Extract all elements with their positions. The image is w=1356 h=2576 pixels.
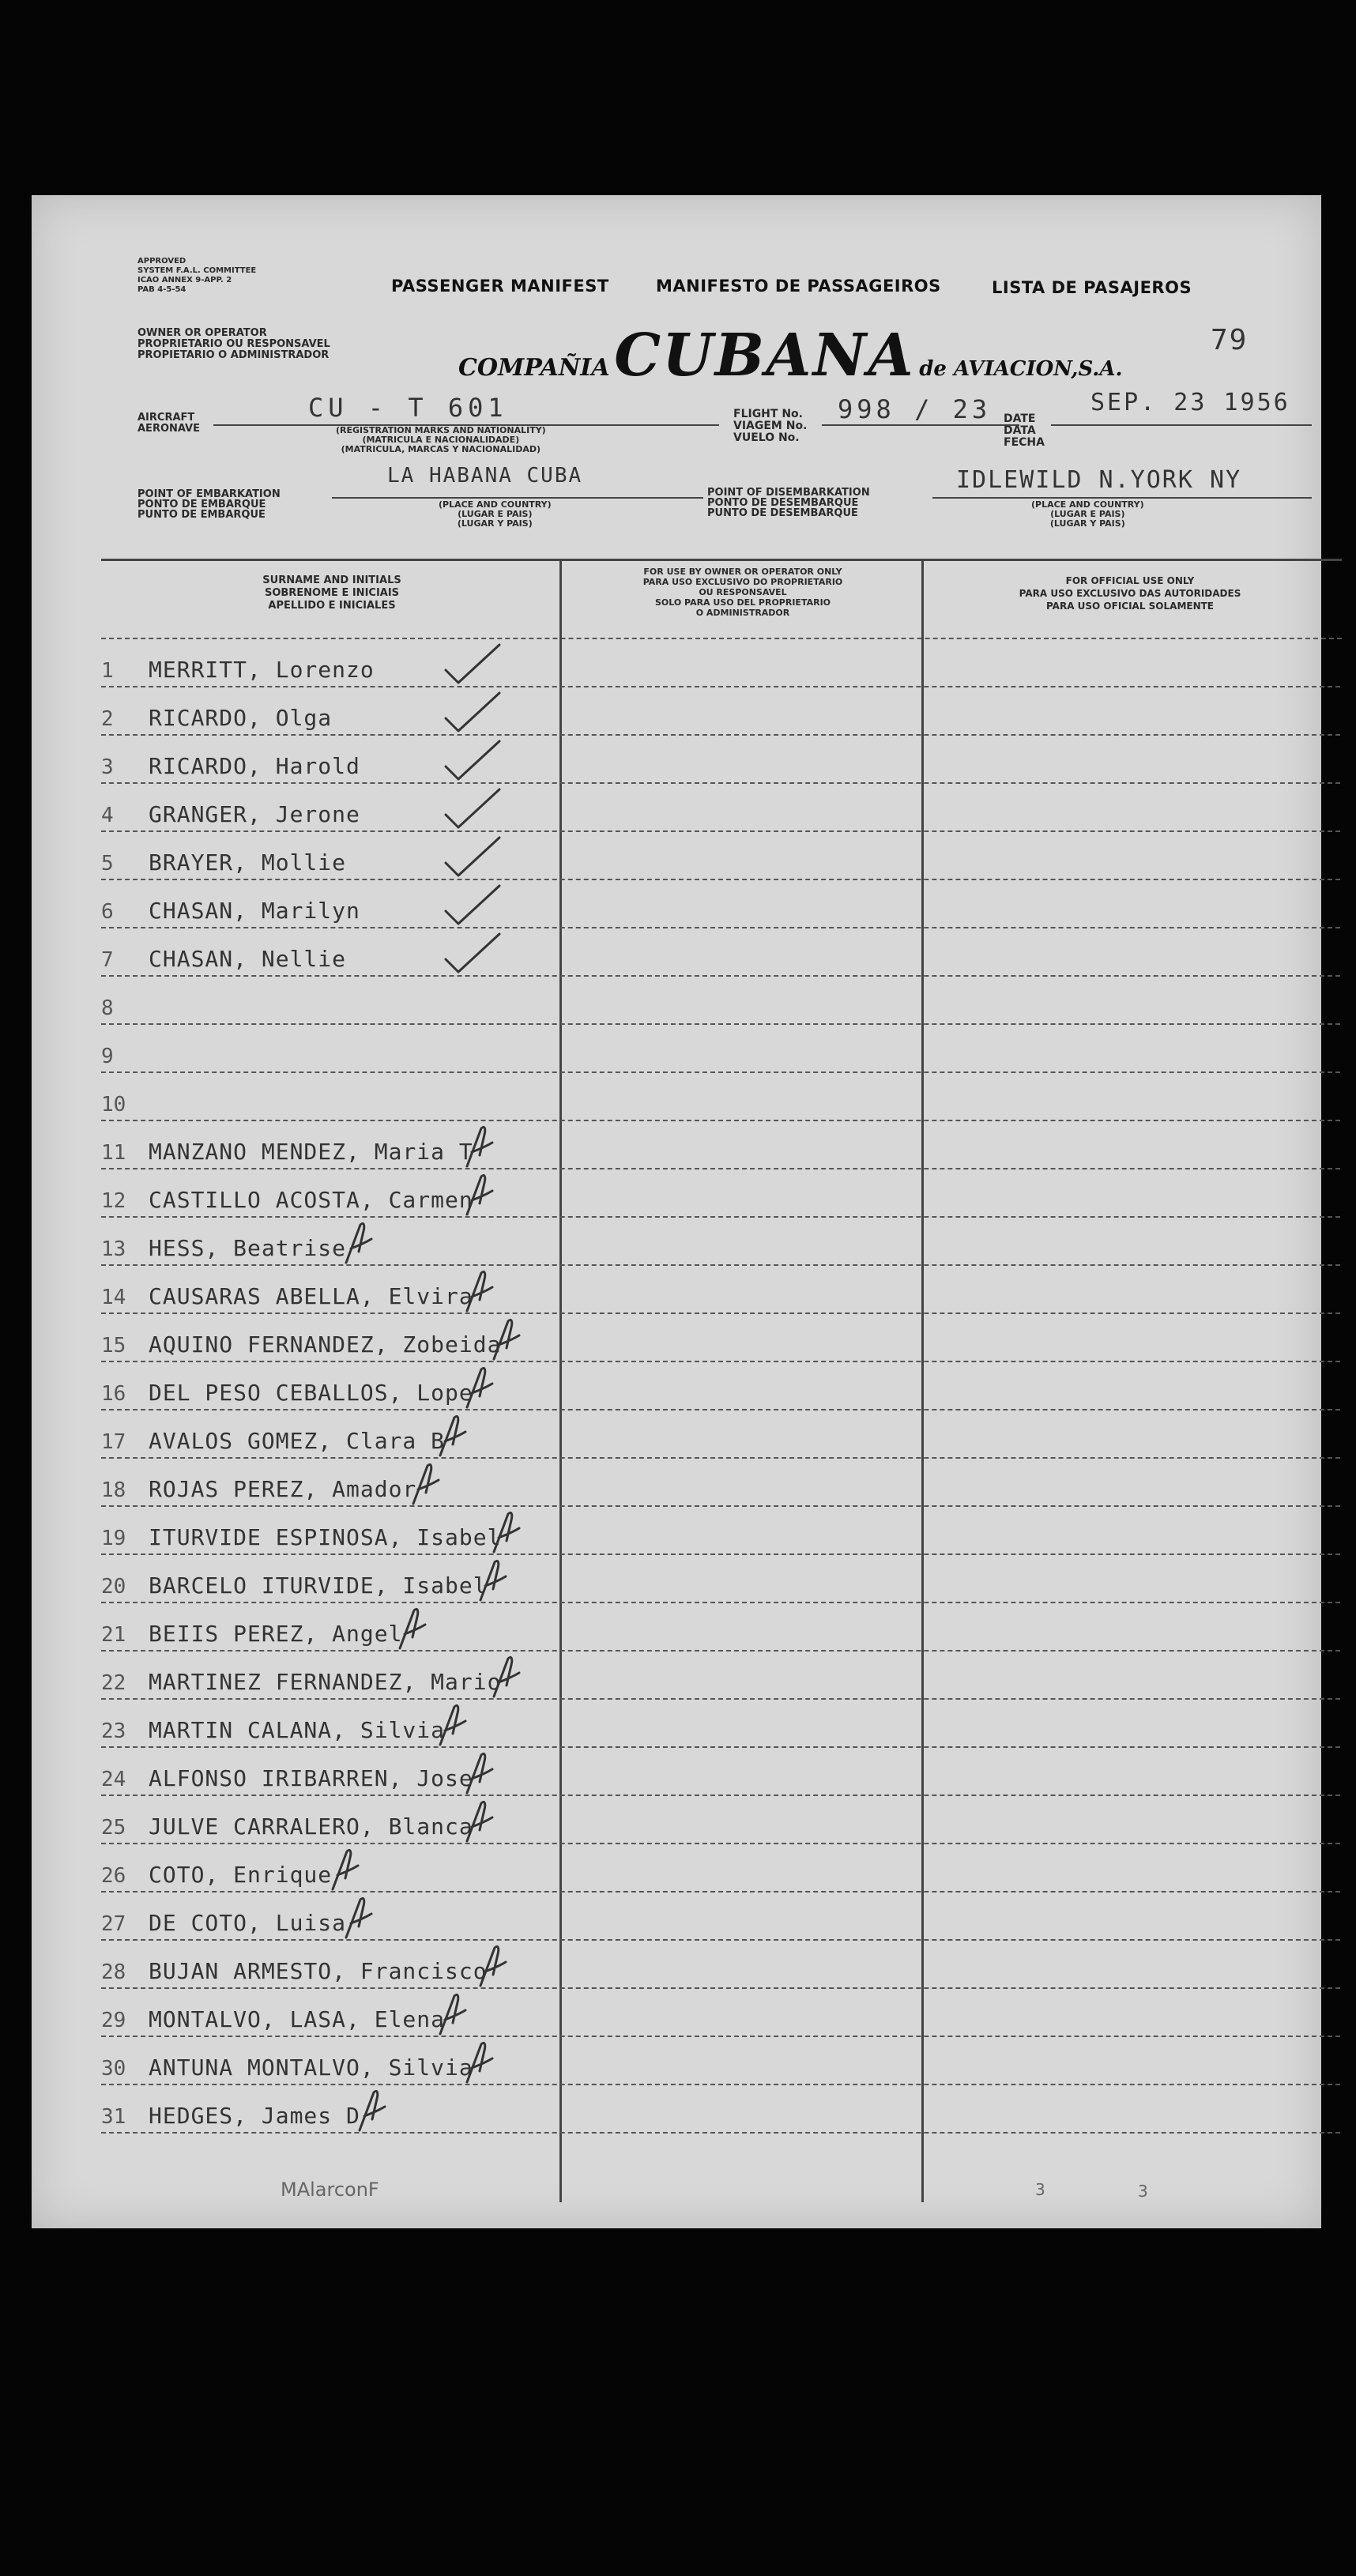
row-number: 4 — [101, 804, 114, 827]
approval-line: APPROVED — [137, 257, 186, 266]
approval-line: ICAO ANNEX 9-APP. 2 — [137, 276, 232, 284]
handwritten-a-mark — [431, 1413, 494, 1459]
passenger-name: RICARDO, Olga — [149, 705, 333, 731]
passenger-name: GRANGER, Jerone — [149, 801, 360, 827]
column-header-line: PARA USO EXCLUSIVO DO PROPRIETARIO — [642, 577, 843, 587]
title-es: LISTA DE PASAJEROS — [992, 278, 1192, 297]
handwritten-a-mark — [350, 2088, 413, 2133]
row-number: 1 — [101, 659, 114, 683]
table-row — [101, 1362, 1340, 1410]
aircraft-label-line: AIRCRAFT — [137, 412, 195, 424]
table-row — [101, 1941, 1340, 1989]
embarkation-label-line: PUNTO DE EMBARQUE — [137, 509, 266, 521]
company-name — [458, 322, 1123, 390]
row-number: 25 — [101, 1816, 126, 1840]
table-row — [101, 1603, 1340, 1651]
table-row — [101, 1121, 1340, 1169]
table-row — [101, 1844, 1340, 1892]
row-number: 19 — [101, 1527, 126, 1550]
embarkation-label-line: PONTO DE EMBARQUE — [137, 499, 266, 510]
column-header-names — [166, 574, 498, 612]
passenger-name: ITURVIDE ESPINOSA, Isabel — [149, 1524, 502, 1550]
row-number: 21 — [101, 1623, 126, 1647]
checkmark-icon — [441, 834, 504, 880]
date-label-line: DATA — [1004, 424, 1036, 437]
date-label-line: DATE — [1004, 412, 1036, 425]
passenger-name: MERRITT, Lorenzo — [149, 657, 375, 683]
checkmark-icon — [441, 883, 504, 928]
checkmark-icon — [441, 786, 504, 832]
row-number: 29 — [101, 2009, 126, 2032]
column-header-line: APELLIDO E INICIALES — [268, 600, 396, 612]
passenger-name: AQUINO FERNANDEZ, Zobeida — [149, 1331, 502, 1358]
table-row — [101, 1314, 1340, 1362]
disembarkation-underline — [932, 497, 1312, 499]
embarkation-sub-label-line: (PLACE AND COUNTRY) — [439, 499, 552, 510]
passenger-name: MONTALVO, LASA, Elena — [149, 2006, 446, 2032]
table-row — [101, 1700, 1340, 1748]
passenger-name: CASTILLO ACOSTA, Carmen — [149, 1187, 473, 1213]
column-header-line: FOR USE BY OWNER OR OPERATOR ONLY — [643, 567, 842, 577]
table-row — [101, 2085, 1340, 2133]
row-number: 28 — [101, 1960, 126, 1984]
table-row — [101, 1507, 1340, 1555]
passenger-name: CAUSARAS ABELLA, Elvira — [149, 1283, 473, 1309]
table-row — [101, 880, 1340, 928]
handwritten-a-mark — [337, 1220, 400, 1266]
approval-line: PAB 4-5-54 — [137, 285, 186, 294]
row-number: 7 — [101, 948, 114, 972]
column-header-line: PARA USO OFICIAL SOLAMENTE — [1045, 601, 1215, 612]
handwritten-a-mark — [431, 1702, 494, 1748]
table-row — [101, 1073, 1340, 1121]
passenger-name: ROJAS PEREZ, Amador — [149, 1476, 417, 1502]
table-row — [101, 1555, 1340, 1603]
flight-value: 998 / 23 — [838, 394, 992, 424]
row-number: 22 — [101, 1671, 126, 1695]
date-value: SEP. 23 1956 — [1090, 389, 1290, 416]
row-number: 27 — [101, 1912, 126, 1936]
owner-label — [137, 328, 330, 361]
row-number: 20 — [101, 1575, 126, 1599]
checkmark-icon — [441, 690, 504, 736]
handwritten-a-mark — [458, 1798, 521, 1844]
disembarkation-sub-label-line: (PLACE AND COUNTRY) — [1031, 499, 1144, 510]
row-number: 13 — [101, 1237, 126, 1261]
table-row — [101, 687, 1340, 736]
row-number: 15 — [101, 1334, 126, 1358]
company-main: CUBANA — [614, 322, 915, 390]
row-number: 16 — [101, 1382, 126, 1406]
company-suffix: de AVIACION,S.A. — [919, 357, 1123, 381]
handwritten-a-mark — [337, 1895, 400, 1941]
handwritten-a-mark — [458, 1750, 521, 1796]
table-row — [101, 1025, 1340, 1073]
row-number: 10 — [101, 1093, 126, 1117]
embarkation-sub-label-line: (LUGAR Y PAIS) — [457, 518, 533, 529]
passenger-name: ALFONSO IRIBARREN, Jose — [149, 1765, 473, 1791]
handwritten-a-mark — [404, 1461, 467, 1507]
passenger-name: RICARDO, Harold — [149, 753, 360, 779]
row-number: 31 — [101, 2105, 126, 2129]
flight-label-line: VIAGEM No. — [733, 420, 808, 432]
handwritten-a-mark — [458, 1365, 521, 1410]
column-header-line: SOLO PARA USO DEL PROPRIETARIO — [654, 597, 831, 608]
flight-label — [733, 409, 807, 444]
table-row — [101, 1989, 1340, 2037]
column-header-line: OU RESPONSAVEL — [699, 587, 787, 597]
disembarkation-label-line: POINT OF DISEMBARKATION — [707, 487, 870, 499]
footer-total: 3 — [1035, 2180, 1045, 2199]
approval-block — [137, 257, 256, 295]
handwritten-a-mark — [484, 1316, 548, 1362]
row-number: 24 — [101, 1768, 126, 1791]
disembarkation-value: IDLEWILD N.YORK NY — [956, 466, 1242, 494]
table-row — [101, 977, 1340, 1025]
manifest-sheet — [32, 195, 1321, 2228]
signature: MAlarconF — [281, 2179, 379, 2201]
table-top-rule — [101, 559, 1342, 561]
aircraft-value: CU - T 601 — [308, 393, 508, 423]
flight-underline — [822, 424, 1019, 426]
disembarkation-sub-label-line: (LUGAR Y PAIS) — [1049, 518, 1125, 529]
table-row — [101, 832, 1340, 880]
handwritten-a-mark — [390, 1606, 454, 1651]
passenger-name: BUJAN ARMESTO, Francisco — [149, 1958, 488, 1984]
table-row — [101, 1218, 1340, 1266]
table-row — [101, 784, 1340, 832]
title-en: PASSENGER MANIFEST — [391, 277, 609, 296]
company-prefix: COMPAÑIA — [458, 354, 610, 382]
row-number: 8 — [101, 996, 114, 1020]
handwritten-a-mark — [458, 1124, 521, 1169]
passenger-name: BEIIS PEREZ, Angel — [149, 1621, 403, 1647]
row-number: 14 — [101, 1286, 126, 1309]
table-row — [101, 928, 1340, 977]
aircraft-sub-label-line: (REGISTRATION MARKS AND NATIONALITY) — [336, 425, 546, 435]
flight-label-line: VUELO No. — [733, 431, 800, 444]
embarkation-label-line: POINT OF EMBARKATION — [137, 488, 281, 500]
passenger-name: ANTUNA MONTALVO, Silvia — [149, 2054, 473, 2081]
passenger-name: DE COTO, Luisa — [149, 1910, 347, 1936]
passenger-name: CHASAN, Marilyn — [149, 898, 360, 924]
column-header-line: PARA USO EXCLUSIVO DAS AUTORIDADES — [1019, 588, 1241, 599]
passenger-name: COTO, Enrique — [149, 1862, 333, 1888]
row-number: 3 — [101, 755, 114, 779]
aircraft-sub-label — [336, 426, 546, 454]
aircraft-label-line: AERONAVE — [137, 423, 201, 435]
row-number: 6 — [101, 900, 114, 924]
row-number: 17 — [101, 1430, 126, 1454]
row-number: 30 — [101, 2057, 126, 2081]
handwritten-a-mark — [471, 1557, 534, 1603]
handwritten-a-mark — [323, 1847, 386, 1892]
passenger-name: MARTIN CALANA, Silvia — [149, 1717, 446, 1743]
date-label — [1004, 413, 1045, 449]
title-pt: MANIFESTO DE PASSAGEIROS — [656, 277, 941, 296]
column-header-official — [928, 574, 1332, 612]
handwritten-a-mark — [458, 1172, 521, 1218]
passenger-name: BARCELO ITURVIDE, Isabel — [149, 1572, 488, 1599]
embarkation-value: LA HABANA CUBA — [387, 464, 583, 488]
column-header-line: SURNAME AND INITIALS — [262, 574, 401, 586]
table-row — [101, 1169, 1340, 1218]
flight-label-line: FLIGHT No. — [733, 408, 803, 420]
checkmark-icon — [441, 642, 504, 687]
table-row — [101, 1796, 1340, 1844]
handwritten-a-mark — [471, 1943, 534, 1989]
row-number: 2 — [101, 707, 114, 731]
passenger-name: AVALOS GOMEZ, Clara B — [149, 1428, 446, 1454]
table-row — [101, 1459, 1340, 1507]
embarkation-label — [137, 489, 281, 520]
column-header-line: SOBRENOME E INICIAIS — [264, 587, 400, 599]
passenger-name: CHASAN, Nellie — [149, 946, 347, 972]
table-row — [101, 1266, 1340, 1314]
handwritten-a-mark — [484, 1654, 548, 1700]
passenger-name: MARTINEZ FERNANDEZ, Mario — [149, 1669, 502, 1695]
handwritten-a-mark — [484, 1509, 548, 1555]
page-number: 79 — [1211, 324, 1249, 356]
disembarkation-label-line: PUNTO DE DESEMBARQUE — [707, 507, 858, 519]
table-row — [101, 639, 1340, 687]
row-number: 18 — [101, 1478, 126, 1502]
table-row — [101, 736, 1340, 784]
column-header-line: O ADMINISTRADOR — [695, 608, 790, 618]
row-rule — [101, 2132, 1340, 2133]
date-underline — [1051, 424, 1312, 426]
passenger-name: JULVE CARRALERO, Blanca — [149, 1813, 473, 1840]
embarkation-sub-label — [439, 500, 552, 529]
table-row — [101, 2037, 1340, 2085]
passenger-name: HEDGES, James D — [149, 2103, 360, 2129]
disembarkation-label-line: PONTO DE DESEMBARQUE — [707, 497, 859, 509]
column-header-owner — [569, 567, 917, 618]
disembarkation-sub-label-line: (LUGAR E PAIS) — [1050, 509, 1125, 519]
footer-total: 3 — [1138, 2182, 1148, 2201]
table-row — [101, 1651, 1340, 1700]
checkmark-icon — [441, 931, 504, 977]
date-label-line: FECHA — [1004, 436, 1045, 449]
passenger-name: HESS, Beatrise — [149, 1235, 347, 1261]
row-number: 5 — [101, 852, 114, 876]
embarkation-underline — [332, 497, 703, 499]
disembarkation-label — [707, 488, 870, 518]
handwritten-a-mark — [431, 1991, 494, 2037]
row-number: 9 — [101, 1045, 114, 1068]
handwritten-a-mark — [458, 1268, 521, 1314]
disembarkation-sub-label — [1031, 500, 1144, 529]
owner-label-line: PROPIETARIO O ADMINISTRADOR — [137, 349, 330, 361]
row-number: 23 — [101, 1719, 126, 1743]
row-number: 12 — [101, 1189, 126, 1213]
passenger-name: BRAYER, Mollie — [149, 849, 347, 876]
owner-label-line: OWNER OR OPERATOR — [137, 327, 267, 339]
aircraft-sub-label-line: (MATRICULA, MARCAS Y NACIONALIDAD) — [341, 444, 541, 454]
passenger-name: MANZANO MENDEZ, Maria T — [149, 1139, 473, 1165]
row-number: 11 — [101, 1141, 126, 1165]
passenger-name: DEL PESO CEBALLOS, Lope — [149, 1380, 473, 1406]
approval-line: SYSTEM F.A.L. COMMITTEE — [137, 266, 257, 275]
table-row — [101, 1410, 1340, 1459]
checkmark-icon — [441, 738, 504, 784]
handwritten-a-mark — [458, 2039, 521, 2085]
owner-label-line: PROPRIETARIO OU RESPONSAVEL — [137, 338, 330, 350]
aircraft-label — [137, 412, 200, 435]
embarkation-sub-label-line: (LUGAR E PAIS) — [458, 509, 533, 519]
table-row — [101, 1748, 1340, 1796]
table-row — [101, 1892, 1340, 1941]
aircraft-sub-label-line: (MATRICULA E NACIONALIDADE) — [362, 435, 520, 445]
column-header-line: FOR OFFICIAL USE ONLY — [1065, 575, 1195, 586]
row-number: 26 — [101, 1864, 126, 1888]
